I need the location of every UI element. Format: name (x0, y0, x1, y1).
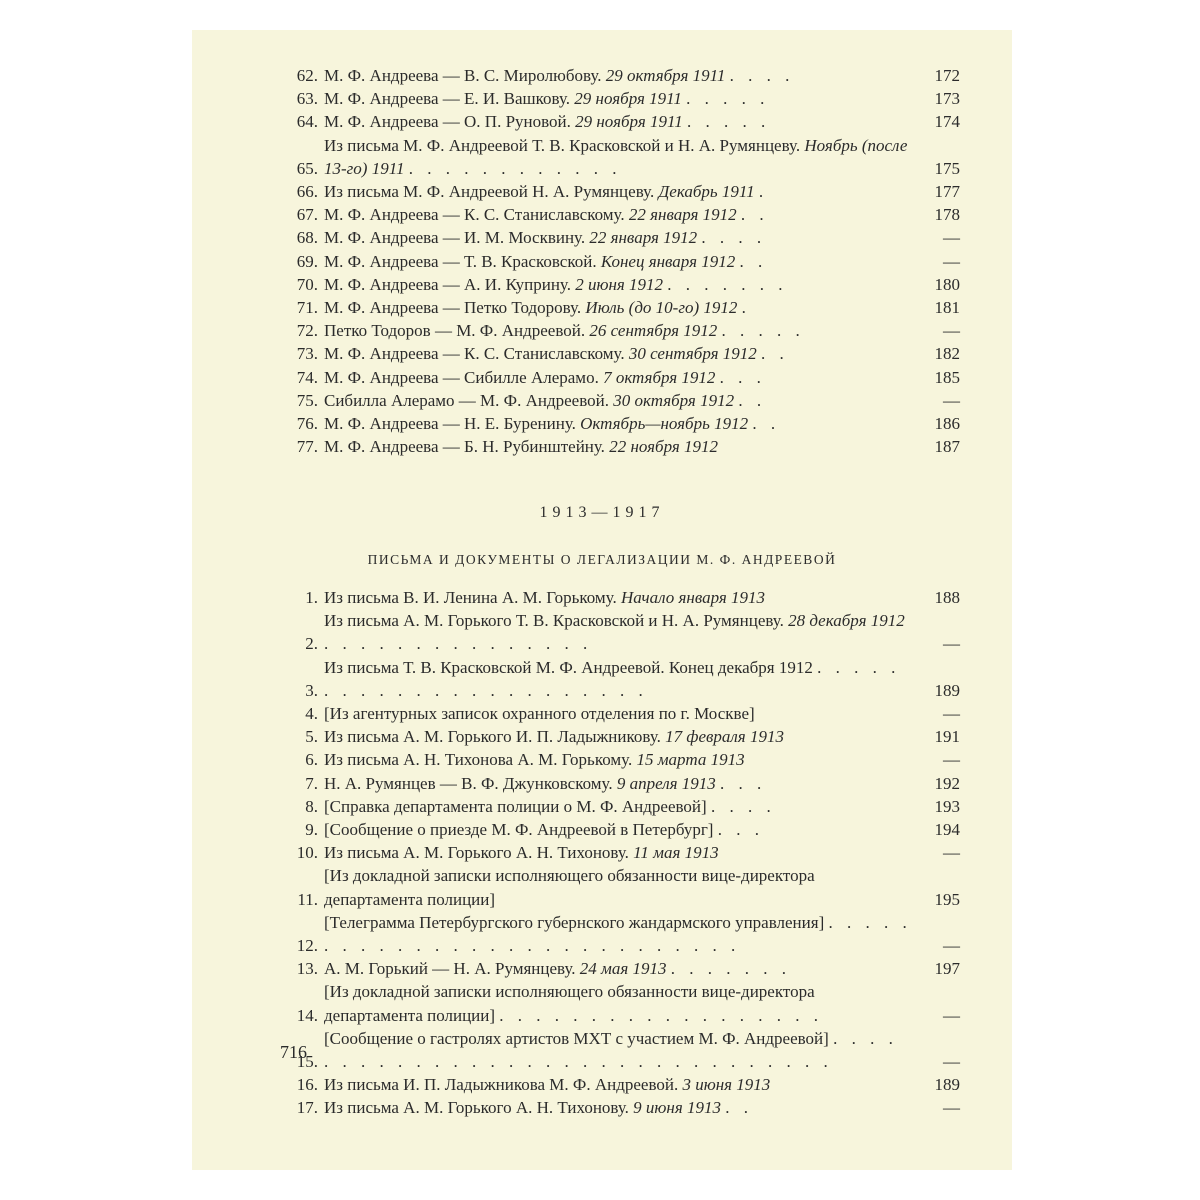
entry-title (318, 64, 922, 87)
entry-page: 186 (934, 414, 960, 434)
toc-entry (284, 864, 960, 910)
entry-page: 188 (934, 588, 960, 607)
toc-list-1913-1917 (284, 586, 960, 1120)
entry-text: М. Ф. Андреева — В. С. Миролюбову. (324, 66, 602, 85)
toc-entry (284, 911, 960, 957)
entry-text: Из письма И. П. Ладыжникова М. Ф. Андреевой. (324, 1075, 679, 1095)
leader-dots: . (758, 182, 769, 202)
entry-number: 65. (296, 158, 318, 178)
entry-date: 11 мая 1913 (633, 843, 719, 863)
entry-page: 192 (934, 773, 960, 793)
leader-dots: . . . . (701, 228, 767, 248)
entry-page: — (943, 634, 960, 654)
entry-title (318, 110, 922, 133)
page-number: 716 (280, 1042, 307, 1062)
toc-entry (284, 772, 960, 795)
toc-entry (284, 203, 960, 226)
entry-page: — (943, 1052, 960, 1072)
toc-entry (284, 702, 960, 725)
entry-title (318, 656, 922, 702)
entry-page: — (943, 1005, 960, 1025)
entry-date: 9 июня 1913 (633, 1098, 721, 1118)
toc-entry (284, 342, 960, 365)
entry-date: 15 марта 1913 (636, 750, 745, 770)
entry-page: — (943, 704, 960, 724)
toc-entry (284, 1027, 960, 1073)
toc-entry (284, 134, 960, 180)
entry-number: 13. (296, 959, 318, 979)
entry-date: 7 октября 1912 (603, 367, 716, 387)
toc-entry (284, 957, 960, 980)
toc-entry (284, 748, 960, 771)
entry-number: 77. (296, 437, 318, 457)
entry-number: 1. (305, 588, 318, 607)
entry-title (318, 702, 922, 725)
entry-text: [Из агентурных записок охранного отделения по г. Москве] (324, 704, 755, 724)
leader-dots: . . . . . . . . . . . . . . . (324, 634, 593, 654)
entry-page: 172 (934, 66, 960, 85)
leader-dots: . . (740, 205, 769, 225)
entry-date: 22 января 1912 (628, 205, 737, 225)
entry-page: — (943, 228, 960, 248)
entry-title (318, 609, 922, 655)
entry-date: 26 сентября 1912 (589, 321, 718, 341)
entry-text: [Из докладной записки исполняющего обязанности вице-директора департамента полиции] (324, 866, 815, 909)
entry-text: Из письма А. М. Горького А. Н. Тихонову. (324, 843, 629, 863)
entry-page: 180 (934, 274, 960, 294)
toc-entry (284, 841, 960, 864)
entry-title (318, 342, 922, 365)
leader-dots: . . (761, 344, 789, 364)
entry-date: Июль (до 10-го) 1912 (585, 298, 738, 318)
entry-text: Из письма М. Ф. Андреевой Т. В. Красковской и Н. А. Румянцеву. (324, 135, 801, 155)
entry-title (318, 250, 922, 273)
entry-text: М. Ф. Андреева — О. П. Руновой. (324, 112, 571, 132)
entry-text: М. Ф. Андреева — Н. Е. Буренину. (324, 414, 576, 434)
entry-title (318, 864, 922, 910)
entry-number: 67. (296, 205, 318, 225)
entry-number: 3. (305, 680, 318, 700)
entry-title (318, 957, 922, 980)
entry-title (318, 1027, 922, 1073)
leader-dots: . . . . (729, 66, 795, 85)
entry-text: Сибилла Алерамо — М. Ф. Андреевой. (324, 390, 609, 410)
entry-page: 187 (934, 437, 960, 457)
leader-dots: . . . (719, 367, 766, 387)
toc-entry (284, 725, 960, 748)
entry-date: 28 декабря 1912 (788, 611, 905, 631)
toc-entry (284, 296, 960, 319)
entry-text: А. М. Горький — Н. А. Румянцеву. (324, 959, 576, 979)
toc-entry (284, 366, 960, 389)
entry-page: 174 (934, 112, 960, 132)
leader-dots: . . . . . . . (670, 959, 792, 979)
entry-page: 175 (934, 158, 960, 178)
leader-dots: . . . . . . . (667, 274, 788, 294)
toc-entry (284, 110, 960, 133)
entry-number: 72. (296, 321, 318, 341)
entry-date: 22 января 1912 (589, 228, 698, 248)
entry-title (318, 586, 922, 609)
section-title: ПИСЬМА И ДОКУМЕНТЫ О ЛЕГАЛИЗАЦИИ М. Ф. АНДРЕЕВОЙ (367, 552, 837, 567)
entry-title (318, 412, 922, 435)
entry-title (318, 180, 922, 203)
toc-entry (284, 389, 960, 412)
entry-date: Октябрь—ноябрь 1912 (580, 414, 749, 434)
toc-entry (284, 656, 960, 702)
leader-dots: . . . . . (721, 321, 805, 341)
entry-number: 73. (296, 344, 318, 364)
entry-title (318, 389, 922, 412)
entry-page: 189 (934, 680, 960, 700)
entry-date: 2 июня 1912 (575, 274, 664, 294)
entry-date: 24 мая 1913 (579, 959, 667, 979)
entry-text: М. Ф. Андреева — Т. В. Красковской. (324, 251, 597, 271)
entry-title (318, 911, 922, 957)
entry-page: 194 (934, 820, 960, 840)
entry-date: 29 ноября 1911 (574, 89, 682, 109)
entry-text: М. Ф. Андреева — К. С. Станиславскому. (324, 205, 625, 225)
leader-dots: . . . . (710, 796, 776, 816)
toc-entry (284, 319, 960, 342)
toc-entry (284, 609, 960, 655)
entry-title (318, 273, 922, 296)
toc-entry (284, 435, 960, 458)
entry-number: 62. (296, 66, 318, 85)
entry-text: М. Ф. Андреева — Сибилле Алерамо. (324, 367, 599, 387)
entry-number: 11. (297, 889, 318, 909)
entry-date: Конец января 1912 (600, 251, 736, 271)
leader-dots: . . . . . . . . . . . . . . . . . . . . . . . . . . . . . . . . (324, 1028, 898, 1072)
entry-title (318, 435, 922, 458)
toc-entry (284, 980, 960, 1026)
entry-date: Начало января 1913 (620, 588, 766, 607)
entry-text: Н. А. Румянцев — В. Ф. Джунковскому. (324, 773, 613, 793)
section-years-heading: 1913—1917 (539, 504, 665, 521)
toc-entry (284, 180, 960, 203)
leader-dots: . . . (720, 773, 767, 793)
entry-number: 6. (305, 750, 318, 770)
entry-text: Из письма М. Ф. Андреевой Н. А. Румянцеву. (324, 182, 655, 202)
entry-title (318, 87, 922, 110)
entry-title (318, 226, 922, 249)
entry-number: 64. (296, 112, 318, 132)
toc-entry (284, 818, 960, 841)
entry-text: М. Ф. Андреева — Е. И. Вашкову. (324, 89, 571, 109)
toc-entry (284, 1096, 960, 1119)
entry-number: 66. (296, 182, 318, 202)
entry-title (318, 818, 922, 841)
entry-text: Из письма А. Н. Тихонова А. М. Горькому. (324, 750, 633, 770)
entry-title (318, 296, 922, 319)
entry-text: [Справка департамента полиции о М. Ф. Андреевой] (324, 796, 707, 816)
entry-page: — (943, 936, 960, 956)
entry-date: 30 сентября 1912 (628, 344, 757, 364)
entry-text: [Сообщение о гастролях артистов МХТ с участием М. Ф. Андреевой] (324, 1028, 829, 1048)
entry-title (318, 980, 922, 1026)
entry-page: 185 (934, 367, 960, 387)
entry-title (318, 841, 922, 864)
leader-dots: . . (738, 390, 767, 410)
entry-date: Ноябрь (после 13-го) 1911 (324, 135, 908, 178)
entry-page: — (943, 321, 960, 341)
entry-date: 29 октября 1911 (605, 66, 726, 85)
leader-dots: . . . . . . . . . . . . . . . . . . . . . . . . . . . . (324, 912, 912, 956)
entry-number: 14. (296, 1005, 318, 1025)
leader-dots: . . . . . . . . . . . . . . . . . . (499, 1005, 824, 1025)
entry-number: 74. (296, 367, 318, 387)
entry-date: 22 ноября 1912 (609, 437, 719, 457)
leader-dots: . . . (717, 820, 764, 840)
toc-entry (284, 226, 960, 249)
entry-page: 189 (934, 1075, 960, 1095)
entry-title (318, 203, 922, 226)
toc-entry (284, 795, 960, 818)
entry-text: Из письма А. М. Горького И. П. Ладыжникову. (324, 727, 661, 747)
entry-number: 16. (296, 1075, 318, 1095)
entry-title (318, 366, 922, 389)
entry-page: 193 (934, 796, 960, 816)
entry-text: Из письма В. И. Ленина А. М. Горькому. (324, 588, 617, 607)
entry-number: 15. (296, 1052, 318, 1072)
entry-number: 76. (296, 414, 318, 434)
entry-page: — (943, 1098, 960, 1118)
entry-text: М. Ф. Андреева — И. М. Москвину. (324, 228, 586, 248)
entry-date: 9 апреля 1913 (616, 773, 716, 793)
entry-page: 177 (934, 182, 960, 202)
entry-text: М. Ф. Андреева — А. И. Куприну. (324, 274, 571, 294)
entry-title (318, 319, 922, 342)
entry-date: 17 февраля 1913 (665, 727, 784, 747)
entry-text: [Телеграмма Петербургского губернского жандармского управления] (324, 912, 825, 932)
toc-list-1911-1912 (284, 64, 960, 458)
entry-title (318, 748, 922, 771)
entry-page: — (943, 251, 960, 271)
entry-title (318, 1073, 922, 1096)
book-page (192, 30, 1012, 1170)
entry-text: Петко Тодоров — М. Ф. Андреевой. (324, 321, 586, 341)
entry-date: Декабрь 1911 (658, 182, 755, 202)
toc-entry (284, 250, 960, 273)
entry-page: 181 (934, 298, 960, 318)
entry-page: — (943, 843, 960, 863)
leader-dots: . . . . . (686, 112, 771, 132)
entry-text: Из письма Т. В. Красковской М. Ф. Андреевой. Конец декабря 1912 (324, 657, 813, 677)
entry-number: 69. (296, 251, 318, 271)
entry-number: 8. (305, 796, 318, 816)
entry-text: М. Ф. Андреева — Б. Н. Рубинштейну. (324, 437, 605, 457)
entry-text: [Сообщение о приезде М. Ф. Андреевой в Петербург] (324, 820, 714, 840)
entry-date: 3 июня 1913 (682, 1075, 771, 1095)
entry-number: 2. (305, 634, 318, 654)
leader-dots: . . . . . (686, 89, 770, 109)
leader-dots: . . . . . . . . . . . . . . . . . . . . . . . (324, 657, 901, 700)
entry-title (318, 134, 922, 180)
entry-date: 30 октября 1912 (613, 390, 735, 410)
entry-text: Из письма А. М. Горького А. Н. Тихонову. (324, 1098, 629, 1118)
entry-number: 17. (296, 1098, 318, 1118)
entry-number: 12. (296, 936, 318, 956)
entry-number: 70. (296, 274, 318, 294)
entry-number: 9. (305, 820, 318, 840)
entry-number: 10. (296, 843, 318, 863)
toc-entry (284, 586, 960, 609)
entry-number: 75. (296, 390, 318, 410)
entry-title (318, 1096, 922, 1119)
entry-page: 195 (934, 889, 960, 909)
toc-entry (284, 87, 960, 110)
entry-title (318, 795, 922, 818)
entry-date: 29 ноября 1911 (575, 112, 683, 132)
entry-text: [Из докладной записки исполняющего обязанности вице-директора департамента полиции] (324, 982, 815, 1025)
leader-dots: . . (739, 251, 768, 271)
entry-number: 7. (305, 773, 318, 793)
entry-text: М. Ф. Андреева — К. С. Станиславскому. (324, 344, 625, 364)
entry-page: 173 (934, 89, 960, 109)
leader-dots: . . . . . . . . . . . . (408, 158, 622, 178)
entry-title (318, 725, 922, 748)
entry-number: 63. (296, 89, 318, 109)
entry-number: 68. (296, 228, 318, 248)
entry-page: 178 (934, 205, 960, 225)
entry-text: М. Ф. Андреева — Петко Тодорову. (324, 298, 582, 318)
entry-title (318, 772, 922, 795)
toc-entry (284, 64, 960, 87)
leader-dots: . (741, 298, 751, 318)
entry-text: Из письма А. М. Горького Т. В. Красковской и Н. А. Румянцеву. (324, 611, 784, 631)
entry-number: 5. (305, 727, 318, 747)
entry-number: 4. (305, 704, 318, 724)
entry-page: — (943, 390, 960, 410)
entry-number: 71. (296, 298, 318, 318)
entry-page: 191 (934, 727, 960, 747)
toc-entry (284, 273, 960, 296)
entry-page: 197 (934, 959, 960, 979)
entry-page: 182 (934, 344, 960, 364)
entry-page: — (943, 750, 960, 770)
toc-entry (284, 1073, 960, 1096)
leader-dots: . . (725, 1098, 753, 1118)
leader-dots: . . (752, 414, 781, 434)
toc-entry (284, 412, 960, 435)
